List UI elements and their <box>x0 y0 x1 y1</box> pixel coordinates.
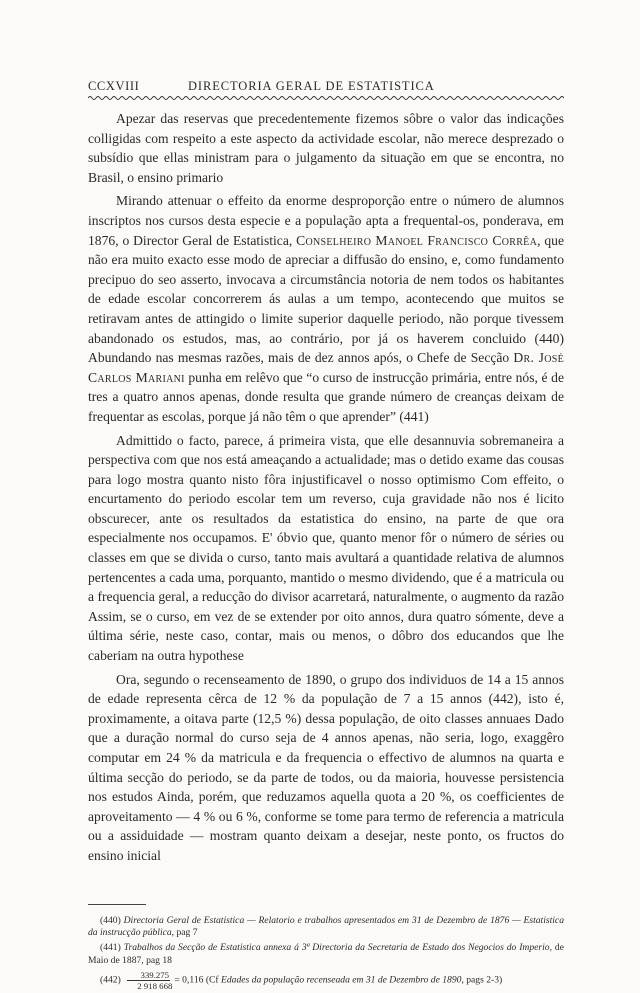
footnote-440 <box>88 915 564 941</box>
footnote-441-page: , de Maio de 1887, pag 18 <box>88 942 564 966</box>
paragraph-2-part-1: Mirando attenuar o effeito da enorme desproporção entre o número de alumnos inscriptos nos cursos desta especie e a população apta a frequental-os, ponderava, em 1876, o Director Geral de Estatistica, <box>88 193 564 248</box>
footnote-440-source: Directoria Geral de Estatistica — Relatorio e trabalhos apresentados em 31 de Dezembro de 1876 — Estatistica da instrucção pública <box>88 914 564 939</box>
paragraph-2 <box>88 191 564 426</box>
document-page <box>88 78 564 993</box>
fraction-denominator: 2 918 668 <box>137 980 173 991</box>
fraction-result: = 0,116 <box>174 974 204 986</box>
footnote-442-number: (442) <box>100 974 121 986</box>
body-text <box>88 109 564 866</box>
footnote-441-source: Trabalhos da Secção de Estatistica annexa á 3ª Directoria da Secretaria de Estado dos Negocios do Imperio <box>123 942 550 954</box>
person-name-correa: Conselheiro Manoel Francisco Corrêa <box>296 232 538 248</box>
fraction <box>125 970 172 991</box>
footnote-442-source: Edades da população recenseada em 31 de Dezembro de 1890 <box>221 974 462 986</box>
wavy-rule <box>88 95 564 101</box>
fraction-numerator: 339.275 <box>127 970 170 981</box>
footnote-440-page: , pag 7 <box>171 927 198 939</box>
footnotes <box>88 915 564 991</box>
running-header <box>88 78 564 94</box>
footnote-442-cf: (Cf <box>205 974 222 986</box>
footnote-440-number: (440) <box>100 914 121 926</box>
running-title: DIRECTORIA GERAL DE ESTATISTICA <box>188 79 435 93</box>
footnote-442 <box>88 970 564 991</box>
footnote-441-number: (441) <box>100 942 121 954</box>
footnote-442-page: , pags 2-3) <box>461 974 503 986</box>
paragraph-1: Apezar das reservas que precedentemente fizemos sôbre o valor das indicações colligidas com respeito a este aspecto da actividade escolar, não merece desprezado o subsídio que ellas ministram para o julgamento da situação em que se encontra, no Brasil, o ensino primario <box>88 111 564 185</box>
person-name-mariani: Dr. José Carlos Mariani <box>88 350 564 385</box>
footnote-441 <box>88 942 564 968</box>
paragraph-2-part-2: , que não era muito exacto esse modo de apreciar a diffusão do ensino, e, como fundamento precipuo do seo asserto, invocava a circumstância notoria de nem todos os habitantes de edade escolar concorrerem ás aulas a um tempo, acontecendo que muitos se retiravam antes de attingido o limite superior daquelle periodo, não porque tivessem abandonado os estudos, mas, ao contrário, por já os haverem concluido (440) Abundando nas mesmas razões, mais de dez annos após, o Chefe de Secção <box>88 232 564 366</box>
footnote-rule <box>88 904 146 905</box>
paragraph-3: Admittido o facto, parece, á primeira vista, que elle desannuvia sobremaneira a perspectiva com que nos está ameaçando a actualidade; mas o detido exame das cousas para logo mostra quanto nisto fôra injustificavel o nosso optimismo Com effeito, o encurtamento do periodo escolar tem um reverso, cuja gravidade não nos é licito obscurecer, ante os resultados da estatistica do ensino, na parte de que ora especialmente nos occupamos. E' óbvio que, quanto menor fôr o número de séries ou classes em que se divida o curso, tanto mais avultará a quantidade relativa de alumnos pertencentes a cada uma, porquanto, mantido o mesmo dividendo, que é a matricula ou a frequencia geral, a reducção do divisor acarretará, naturalmente, o augmento da razão Assim, se o curso, em vez de se extender por oito annos, dura quatro sómente, deve a última série, neste caso, contar, mais ou menos, o dôbro dos educandos que lhe caberiam na outra hypothese <box>88 432 564 664</box>
page-number: CCXVIII <box>88 79 140 93</box>
paragraph-4: Ora, segundo o recenseamento de 1890, o grupo dos individuos de 14 a 15 annos de edade representa cêrca de 12 % da população de 7 a 15 annos (442), isto é, proximamente, a oitava parte (12,5 %) dessa população, de oito classes annuaes Dado que a duração normal do curso seja de 4 annos apenas, não seria, logo, exaggêro computar em 24 % da matricula e da frequencia o effectivo de alumnos na quarta e última secção do periodo, se da parte de todos, ou da maioria, houvesse persistencia nos estudos Ainda, porém, que reduzamos aquella quota a 20 %, os coefficientes de aproveitamento — 4 % ou 6 %, conforme se tome para termo de referencia a matricula ou a assiduidade — mostram quanto deixam a desejar, neste ponto, os fructos do ensino inicial <box>88 671 564 863</box>
paragraph-2-part-3: punha em relêvo que “o curso de instrucção primária, entre nós, é de tres a quatro annos apenas, donde resulta que grande número de creanças deixam de frequentar as escolas, porque já não têm o que aprender” (441) <box>88 369 565 424</box>
